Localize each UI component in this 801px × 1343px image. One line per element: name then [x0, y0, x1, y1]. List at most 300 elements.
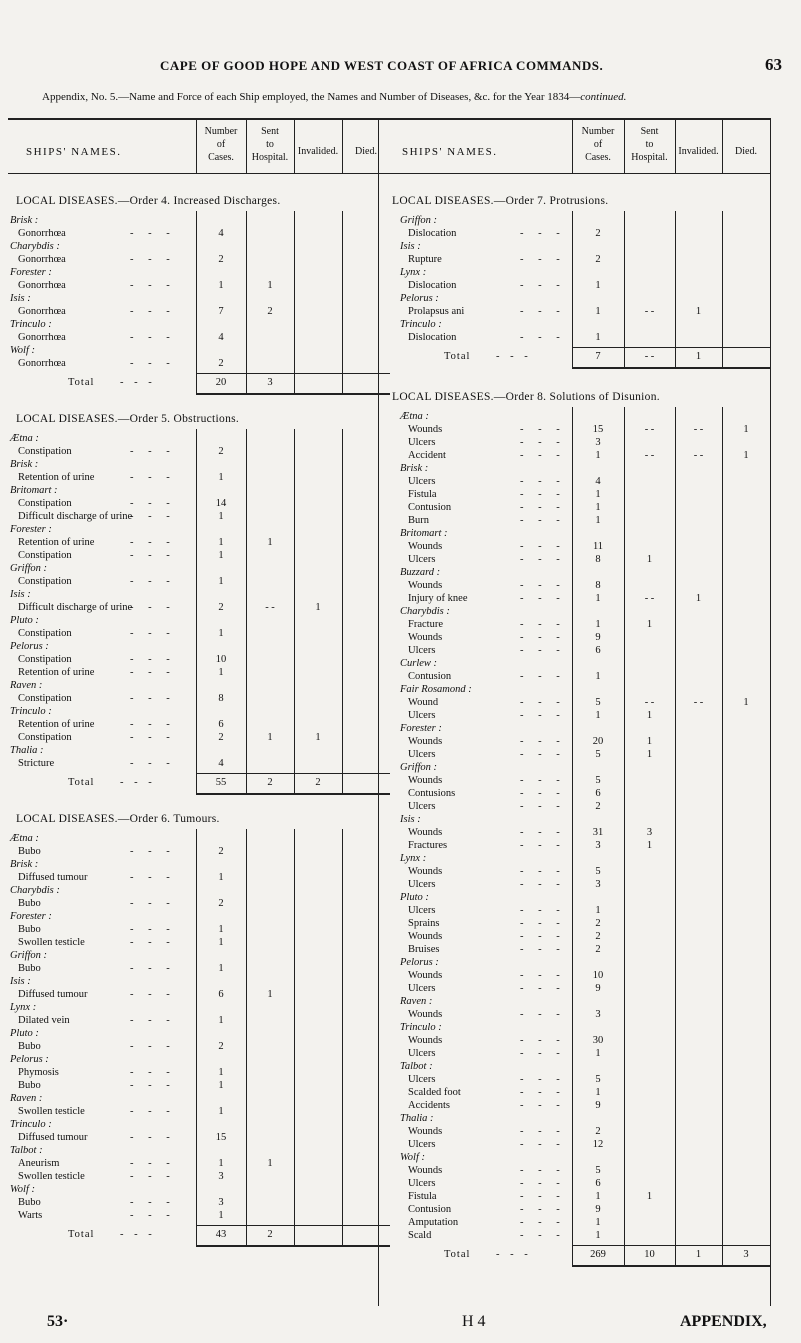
order4-row-1-ship: Charybdis :	[10, 241, 60, 252]
right-hospital-header-1: to	[645, 139, 654, 150]
order5-row-2-disease: Constipation	[18, 498, 72, 509]
order8-row-38-cases: 2	[595, 1126, 601, 1137]
left-cases-header-1: of	[216, 139, 226, 150]
order8-row-30-cases: 10	[592, 970, 604, 981]
order7-total-leader: - - -	[496, 351, 532, 362]
order6-row-6-leader: - - -	[130, 989, 176, 1000]
order5-row-0-disease: Constipation	[18, 446, 72, 457]
order8-row-9-cases: 8	[595, 580, 601, 591]
order5-row-8-cases: 1	[218, 628, 224, 639]
order8-row-43-disease: Contusion	[408, 1204, 452, 1215]
order8-row-42-cases: 1	[595, 1191, 601, 1202]
order8-row-17-disease: Wounds	[408, 736, 443, 747]
order8-row-4-leader: - - -	[520, 489, 566, 500]
order6-row-8-ship: Pluto :	[10, 1028, 39, 1039]
order8-row-30-ship: Pelorus :	[400, 957, 439, 968]
order5-row-3-cases: 1	[218, 511, 224, 522]
order8-row-6-cases: 1	[595, 515, 601, 526]
order6-row-2-leader: - - -	[130, 898, 176, 909]
order8-row-20-cases: 6	[595, 788, 601, 799]
order5-row-1-leader: - - -	[130, 472, 176, 483]
order6-row-4-cases: 1	[218, 937, 224, 948]
order6-end-rule	[196, 1245, 390, 1247]
right-head-rule-a	[572, 118, 573, 173]
order5-row-3-leader: - - -	[130, 511, 176, 522]
left-ships-header: SHIPS' NAMES.	[26, 146, 122, 158]
order8-row-2-disease: Accident	[408, 450, 446, 461]
order8-total-hosp: 10	[644, 1249, 655, 1260]
order5-col-rule-1	[246, 429, 247, 793]
order8-row-22-cases: 31	[592, 827, 604, 838]
order5-row-13-disease: Constipation	[18, 732, 72, 743]
order5-row-7-inv: 1	[315, 602, 321, 613]
order8-row-23-disease: Fractures	[408, 840, 448, 851]
order8-row-45-leader: - - -	[520, 1230, 566, 1241]
order8-row-5-leader: - - -	[520, 502, 566, 513]
order8-row-8-cases: 8	[595, 554, 601, 565]
order5-row-9-leader: - - -	[130, 654, 176, 665]
order5-row-10-cases: 1	[218, 667, 224, 678]
order6-total-hosp: 2	[267, 1229, 273, 1240]
order5-total-cases: 55	[215, 777, 227, 788]
order6-col-rule-2	[294, 829, 295, 1245]
order8-row-21-leader: - - -	[520, 801, 566, 812]
order6-row-14-disease: Swollen testicle	[18, 1171, 85, 1182]
order5-row-0-ship: Ætna :	[10, 433, 39, 444]
right-order8-title: LOCAL DISEASES.—Order 8. Solutions of Disunion.	[392, 391, 660, 403]
order5-row-5-cases: 1	[218, 550, 224, 561]
order8-row-14-disease: Contusion	[408, 671, 452, 682]
order5-row-11-leader: - - -	[130, 693, 176, 704]
order8-row-44-disease: Amputation	[408, 1217, 459, 1228]
order6-row-1-ship: Brisk :	[10, 859, 39, 870]
order8-row-24-ship: Lynx :	[400, 853, 427, 864]
order5-row-7-leader: - - -	[130, 602, 176, 613]
left-order6-title: LOCAL DISEASES.—Order 6. Tumours.	[16, 813, 220, 825]
order8-row-0-disease: Wounds	[408, 424, 443, 435]
order8-row-32-ship: Raven :	[400, 996, 433, 1007]
order8-row-36-disease: Scalded foot	[408, 1087, 461, 1098]
order5-row-3-disease: Difficult discharge of urine	[18, 511, 133, 522]
order7-total-rule	[572, 347, 770, 348]
order6-row-5-disease: Bubo	[18, 963, 41, 974]
order6-row-2-ship: Charybdis :	[10, 885, 60, 896]
order4-row-5-disease: Gonorrhœa	[18, 358, 66, 369]
order8-row-40-cases: 5	[595, 1165, 601, 1176]
left-head-rule-a	[196, 118, 197, 173]
order5-col-rule-0	[196, 429, 197, 793]
order8-row-34-leader: - - -	[520, 1048, 566, 1059]
order4-row-2-cases: 1	[218, 280, 224, 291]
center-divider	[378, 118, 379, 1306]
order5-row-14-cases: 4	[218, 758, 224, 769]
order6-row-4-leader: - - -	[130, 937, 176, 948]
order7-row-0-ship: Griffon :	[400, 215, 438, 226]
order8-row-37-disease: Accidents	[408, 1100, 450, 1111]
order8-col-rule-1	[624, 407, 625, 1265]
order6-row-16-cases: 1	[218, 1210, 224, 1221]
order8-row-4-disease: Fistula	[408, 489, 437, 500]
order8-row-27-cases: 2	[595, 918, 601, 929]
order5-row-10-disease: Retention of urine	[18, 667, 95, 678]
left-hospital-header-2: Hospital.	[251, 152, 289, 163]
order8-row-2-leader: - - -	[520, 450, 566, 461]
order6-row-8-cases: 2	[218, 1041, 224, 1052]
footer-catchword: APPENDIX,	[680, 1313, 767, 1330]
order6-row-13-ship: Talbot :	[10, 1145, 43, 1156]
order8-row-35-disease: Ulcers	[408, 1074, 436, 1085]
order4-row-5-cases: 2	[218, 358, 224, 369]
order8-row-26-ship: Pluto :	[400, 892, 429, 903]
order8-row-22-leader: - - -	[520, 827, 566, 838]
order8-row-16-disease: Ulcers	[408, 710, 436, 721]
order8-row-40-disease: Wounds	[408, 1165, 443, 1176]
order5-row-11-ship: Raven :	[10, 680, 43, 691]
order5-row-6-cases: 1	[218, 576, 224, 587]
order6-row-3-leader: - - -	[130, 924, 176, 935]
order4-row-3-leader: - - -	[130, 306, 176, 317]
order8-row-23-leader: - - -	[520, 840, 566, 851]
order7-row-2-disease: Dislocation	[408, 280, 457, 291]
order6-row-3-disease: Bubo	[18, 924, 41, 935]
order8-row-6-leader: - - -	[520, 515, 566, 526]
order8-row-42-disease: Fistula	[408, 1191, 437, 1202]
order5-row-13-cases: 2	[218, 732, 224, 743]
order4-col-rule-2	[294, 211, 295, 393]
order8-row-11-ship: Charybdis :	[400, 606, 450, 617]
order8-row-3-leader: - - -	[520, 476, 566, 487]
order8-row-45-cases: 1	[595, 1230, 601, 1241]
order8-row-43-cases: 9	[595, 1204, 601, 1215]
order6-row-2-cases: 2	[218, 898, 224, 909]
order4-end-rule	[196, 393, 390, 395]
order4-row-3-disease: Gonorrhœa	[18, 306, 66, 317]
order5-row-14-leader: - - -	[130, 758, 176, 769]
right-head-rule-b	[624, 118, 625, 173]
order8-row-2-hosp: - -	[644, 450, 655, 461]
order5-row-2-leader: - - -	[130, 498, 176, 509]
order8-row-27-leader: - - -	[520, 918, 566, 929]
order8-row-13-disease: Ulcers	[408, 645, 436, 656]
order5-row-7-ship: Isis :	[10, 589, 31, 600]
right-edge-rule	[770, 118, 771, 1306]
order8-row-12-leader: - - -	[520, 632, 566, 643]
order4-row-2-disease: Gonorrhœa	[18, 280, 66, 291]
order6-row-0-leader: - - -	[130, 846, 176, 857]
order5-col-rule-2	[294, 429, 295, 793]
order4-row-1-leader: - - -	[130, 254, 176, 265]
order7-row-0-disease: Dislocation	[408, 228, 457, 239]
order8-row-15-disease: Wound	[408, 697, 439, 708]
order8-row-18-disease: Ulcers	[408, 749, 436, 760]
order4-total-leader: - - -	[120, 377, 156, 388]
order4-row-4-cases: 4	[218, 332, 224, 343]
order4-total-rule	[196, 373, 390, 374]
right-header-rule	[384, 173, 770, 174]
order8-row-2-died: 1	[743, 450, 749, 461]
order8-row-28-disease: Wounds	[408, 931, 443, 942]
order5-row-8-ship: Pluto :	[10, 615, 39, 626]
order6-row-6-ship: Isis :	[10, 976, 31, 987]
order6-row-11-leader: - - -	[130, 1106, 176, 1117]
order8-row-17-hosp: 1	[646, 736, 653, 747]
order8-row-12-cases: 9	[595, 632, 601, 643]
order4-col-rule-1	[246, 211, 247, 393]
order6-row-15-ship: Wolf :	[10, 1184, 35, 1195]
order6-row-6-cases: 6	[218, 989, 224, 1000]
order6-row-5-ship: Griffon :	[10, 950, 48, 961]
order8-row-22-hosp: 3	[646, 827, 653, 838]
order6-row-11-cases: 1	[218, 1106, 224, 1117]
order8-row-0-died: 1	[743, 424, 749, 435]
right-hospital-header-0: Sent	[640, 126, 659, 137]
order6-row-12-ship: Trinculo :	[10, 1119, 52, 1130]
order8-row-16-cases: 1	[595, 710, 601, 721]
order8-row-18-hosp: 1	[646, 749, 653, 760]
running-title: CAPE OF GOOD HOPE AND WEST COAST OF AFRICA COMMANDS.	[160, 58, 604, 73]
left-hospital-header-0: Sent	[261, 126, 279, 137]
order6-row-16-leader: - - -	[130, 1210, 176, 1221]
order8-row-37-cases: 9	[595, 1100, 601, 1111]
order8-row-25-cases: 3	[595, 879, 601, 890]
right-cases-header-2: Cases.	[585, 152, 611, 163]
order8-row-11-hosp: 1	[646, 619, 653, 630]
order8-row-3-cases: 4	[595, 476, 601, 487]
order7-row-3-inv: 1	[695, 306, 702, 317]
order8-row-35-ship: Talbot :	[400, 1061, 433, 1072]
order6-row-13-disease: Aneurism	[18, 1158, 60, 1169]
order7-row-4-ship: Trinculo :	[400, 319, 442, 330]
order8-row-25-disease: Ulcers	[408, 879, 436, 890]
order4-row-4-ship: Trinculo :	[10, 319, 52, 330]
order6-row-9-ship: Pelorus :	[10, 1054, 49, 1065]
order8-row-33-ship: Trinculo :	[400, 1022, 442, 1033]
right-hospital-header-2: Hospital.	[631, 152, 668, 163]
order8-row-19-leader: - - -	[520, 775, 566, 786]
order8-row-14-cases: 1	[595, 671, 601, 682]
order8-row-41-disease: Ulcers	[408, 1178, 436, 1189]
order7-row-0-leader: - - -	[520, 228, 566, 239]
order8-row-42-leader: - - -	[520, 1191, 566, 1202]
order8-row-1-cases: 3	[595, 437, 601, 448]
order8-row-8-leader: - - -	[520, 554, 566, 565]
order8-row-39-leader: - - -	[520, 1139, 566, 1150]
order6-row-14-leader: - - -	[130, 1171, 176, 1182]
left-hospital-header-1: to	[266, 139, 274, 150]
order8-row-17-cases: 20	[592, 736, 604, 747]
order8-row-17-leader: - - -	[520, 736, 566, 747]
order8-row-9-disease: Wounds	[408, 580, 443, 591]
order5-row-12-cases: 6	[218, 719, 224, 730]
order8-row-31-leader: - - -	[520, 983, 566, 994]
order8-row-10-inv: 1	[695, 593, 702, 604]
right-cases-header-0: Number	[581, 126, 615, 137]
order5-row-1-disease: Retention of urine	[18, 472, 95, 483]
order8-row-29-cases: 2	[595, 944, 601, 955]
order8-row-41-leader: - - -	[520, 1178, 566, 1189]
order6-total-label: Total	[68, 1229, 95, 1240]
order8-row-16-hosp: 1	[646, 710, 653, 721]
right-top-rule	[384, 118, 770, 120]
order5-end-rule	[196, 793, 390, 795]
order8-row-43-leader: - - -	[520, 1204, 566, 1215]
order8-row-26-disease: Ulcers	[408, 905, 436, 916]
left-head-rule-c	[294, 118, 295, 173]
order6-row-1-cases: 1	[218, 872, 224, 883]
order5-row-8-leader: - - -	[130, 628, 176, 639]
order8-row-15-ship: Fair Rosamond :	[400, 684, 472, 695]
order8-row-5-disease: Contusion	[408, 502, 452, 513]
order5-row-13-hosp: 1	[267, 732, 273, 743]
order8-end-rule	[572, 1265, 770, 1267]
order8-row-16-leader: - - -	[520, 710, 566, 721]
order5-row-4-hosp: 1	[267, 537, 273, 548]
order7-row-1-leader: - - -	[520, 254, 566, 265]
order7-col-rule-2	[675, 211, 676, 367]
order8-row-35-cases: 5	[595, 1074, 601, 1085]
caption-continued: continued.	[580, 91, 627, 103]
order7-row-4-leader: - - -	[520, 332, 566, 343]
order8-row-4-cases: 1	[595, 489, 601, 500]
order4-total-cases: 20	[215, 377, 227, 388]
order8-row-28-cases: 2	[595, 931, 601, 942]
right-head-rule-d	[722, 118, 723, 173]
order8-row-5-cases: 1	[595, 502, 601, 513]
order8-row-32-disease: Wounds	[408, 1009, 443, 1020]
order7-row-4-cases: 1	[595, 332, 601, 343]
page-number: 63	[765, 55, 782, 74]
order8-row-10-leader: - - -	[520, 593, 566, 604]
order8-row-18-cases: 5	[595, 749, 601, 760]
order8-row-13-cases: 6	[595, 645, 601, 656]
order6-total-cases: 43	[215, 1229, 227, 1240]
order8-col-rule-2	[675, 407, 676, 1265]
order7-row-1-disease: Rupture	[408, 254, 442, 265]
order6-row-15-leader: - - -	[130, 1197, 176, 1208]
order8-row-32-leader: - - -	[520, 1009, 566, 1020]
order8-row-15-leader: - - -	[520, 697, 566, 708]
order5-col-rule-3	[342, 429, 343, 793]
order8-row-31-cases: 9	[595, 983, 601, 994]
order8-row-30-disease: Wounds	[408, 970, 443, 981]
order6-row-7-cases: 1	[218, 1015, 224, 1026]
order5-row-4-ship: Forester :	[10, 524, 52, 535]
left-order5-title: LOCAL DISEASES.—Order 5. Obstructions.	[16, 413, 240, 425]
order4-row-2-ship: Forester :	[10, 267, 52, 278]
order5-row-7-disease: Difficult discharge of urine	[18, 602, 133, 613]
left-order4-title: LOCAL DISEASES.—Order 4. Increased Discharges.	[16, 195, 281, 207]
order5-row-8-disease: Constipation	[18, 628, 72, 639]
left-top-rule	[8, 118, 390, 120]
order7-row-2-cases: 1	[595, 280, 601, 291]
left-died-header: Died.	[355, 146, 377, 157]
order6-row-15-cases: 3	[218, 1197, 224, 1208]
order8-row-20-leader: - - -	[520, 788, 566, 799]
order8-row-13-leader: - - -	[520, 645, 566, 656]
order6-row-14-cases: 3	[218, 1171, 224, 1182]
order4-row-0-disease: Gonorrhœa	[18, 228, 66, 239]
order4-row-4-disease: Gonorrhœa	[18, 332, 66, 343]
order4-row-0-cases: 4	[218, 228, 224, 239]
order5-row-7-hosp: - -	[265, 602, 275, 613]
order8-row-14-ship: Curlew :	[400, 658, 438, 669]
order8-row-9-leader: - - -	[520, 580, 566, 591]
order5-row-4-cases: 1	[218, 537, 224, 548]
order5-row-10-leader: - - -	[130, 667, 176, 678]
order5-row-12-ship: Trinculo :	[10, 706, 52, 717]
order8-row-17-ship: Forester :	[400, 723, 442, 734]
order6-row-3-cases: 1	[218, 924, 224, 935]
order8-row-24-disease: Wounds	[408, 866, 443, 877]
order5-total-hosp: 2	[267, 777, 273, 788]
order5-row-4-leader: - - -	[130, 537, 176, 548]
order8-row-29-leader: - - -	[520, 944, 566, 955]
order6-row-0-ship: Ætna :	[10, 833, 39, 844]
order7-row-2-ship: Lynx :	[400, 267, 427, 278]
order4-row-4-leader: - - -	[130, 332, 176, 343]
order8-row-0-leader: - - -	[520, 424, 566, 435]
order8-row-24-leader: - - -	[520, 866, 566, 877]
order6-row-3-ship: Forester :	[10, 911, 52, 922]
order6-row-11-ship: Raven :	[10, 1093, 43, 1104]
order6-row-9-cases: 1	[218, 1067, 224, 1078]
order6-row-12-disease: Diffused tumour	[18, 1132, 88, 1143]
order8-row-38-ship: Thalia :	[400, 1113, 434, 1124]
order7-row-0-cases: 2	[595, 228, 601, 239]
order5-row-14-ship: Thalia :	[10, 745, 44, 756]
order8-row-30-leader: - - -	[520, 970, 566, 981]
order6-col-rule-3	[342, 829, 343, 1245]
order8-row-38-leader: - - -	[520, 1126, 566, 1137]
order8-row-23-cases: 3	[595, 840, 601, 851]
order4-row-3-ship: Isis :	[10, 293, 31, 304]
order8-row-41-cases: 6	[595, 1178, 601, 1189]
order5-row-11-cases: 8	[218, 693, 224, 704]
order5-row-2-ship: Britomart :	[10, 485, 58, 496]
order8-row-12-disease: Wounds	[408, 632, 443, 643]
order7-total-inv: 1	[695, 351, 702, 362]
order6-row-13-hosp: 1	[267, 1158, 273, 1169]
order8-row-7-leader: - - -	[520, 541, 566, 552]
left-header-rule	[8, 173, 390, 174]
order6-col-rule-0	[196, 829, 197, 1245]
table-caption	[42, 91, 626, 103]
right-ships-header: SHIPS' NAMES.	[402, 146, 498, 158]
order8-row-11-cases: 1	[595, 619, 601, 630]
order7-row-3-ship: Pelorus :	[400, 293, 439, 304]
left-invalided-header: Invalided.	[297, 146, 339, 157]
order8-total-label: Total	[444, 1249, 471, 1260]
order5-total-leader: - - -	[120, 777, 156, 788]
order8-row-15-cases: 5	[595, 697, 601, 708]
right-head-rule-c	[675, 118, 676, 173]
order8-row-36-cases: 1	[595, 1087, 601, 1098]
order4-row-1-disease: Gonorrhœa	[18, 254, 66, 265]
order8-total-died: 3	[743, 1249, 749, 1260]
order8-col-rule-3	[722, 407, 723, 1265]
order7-total-hosp: - -	[644, 351, 655, 362]
order8-row-3-ship: Brisk :	[400, 463, 429, 474]
order8-row-39-cases: 12	[592, 1139, 604, 1150]
order5-row-13-leader: - - -	[130, 732, 176, 743]
order8-row-6-disease: Burn	[408, 515, 429, 526]
order5-row-2-cases: 14	[215, 498, 227, 509]
order8-row-19-disease: Wounds	[408, 775, 443, 786]
caption-text: Appendix, No. 5.—Name and Force of each Ship employed, the Names and Number of Diseases, &c. for the Year 1834—	[42, 91, 581, 103]
order8-row-34-cases: 1	[595, 1048, 601, 1059]
order8-row-8-disease: Ulcers	[408, 554, 436, 565]
order6-row-5-leader: - - -	[130, 963, 176, 974]
